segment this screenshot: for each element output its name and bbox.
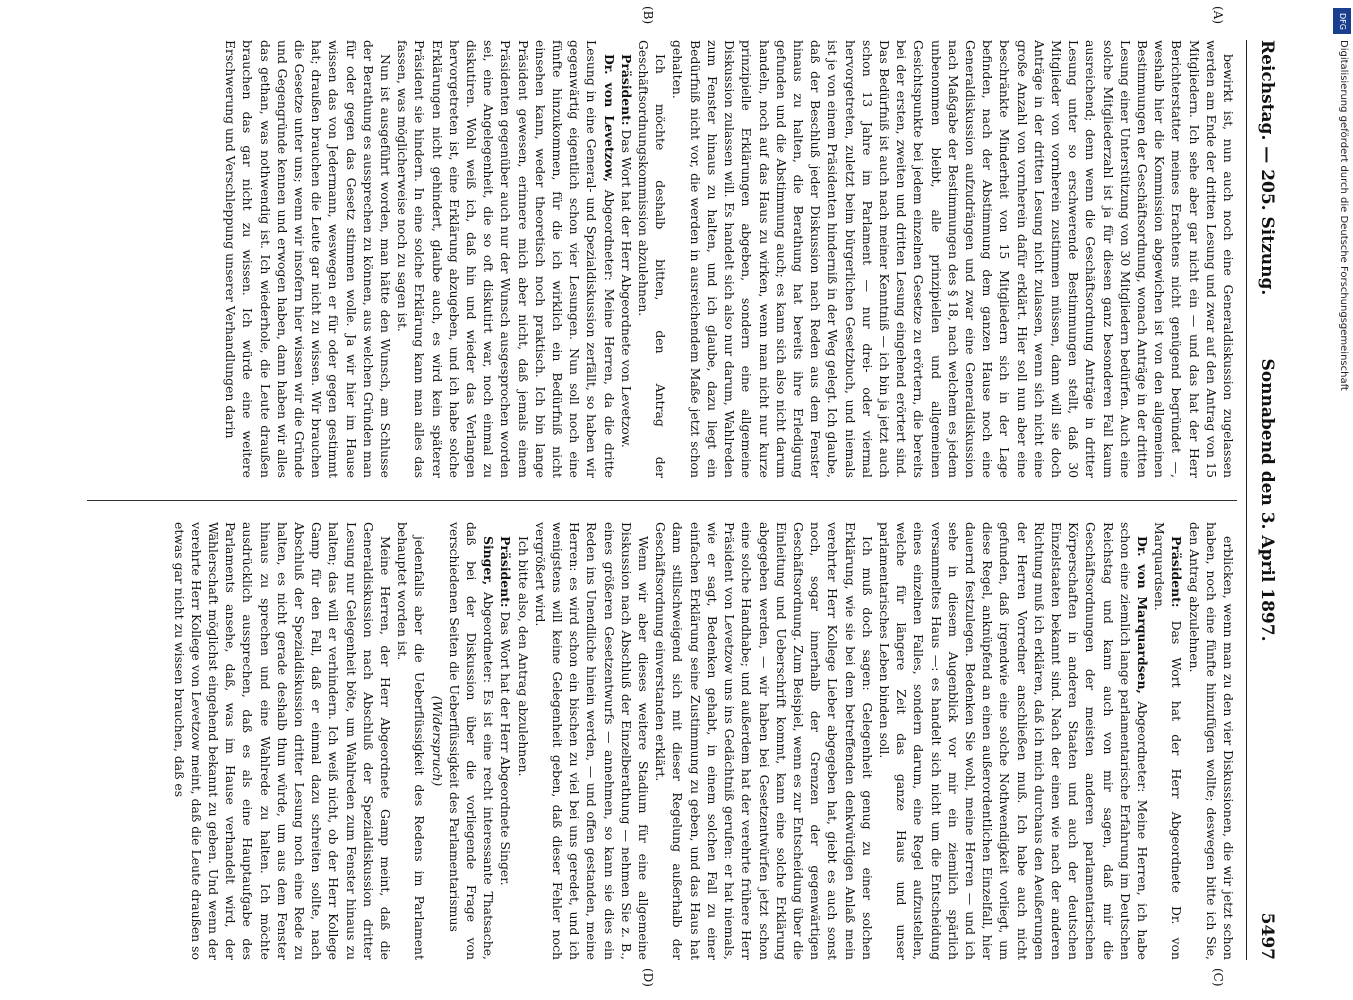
header-session: Reichstag. — 205. Sitzung.: [1257, 40, 1277, 296]
margin-marker-c: (C): [1211, 968, 1225, 987]
text-paragraph: Wenn wir aber dieses weitere Stadium für eine allgemeine Diskussion nach Abschluß der Einzelberathung — nehmen Sie z. B., eines größeren Gesetzentwurfs — annehmen, so kann sie dies ein Reden ins Unendliche hinein werden, — und offen gestanden, meine Herren: es wird schon ein bischen zu viel bei uns geredet, und ich wenigstens will keine Gelegenheit geben, daß dieser Fehler noch vergrößert wird.: [532, 522, 652, 960]
speaker-name: Dr. von Marquardsen,: [1134, 536, 1150, 694]
page-header: [1251, 40, 1277, 960]
speech-text: Das Wort hat der Herr Abgeordnete Dr. von Marquardsen.: [1152, 522, 1185, 960]
header-date: Sonnabend den 3. April 1897.: [1257, 358, 1277, 642]
speech-text: Abgeordneter: Es ist eine recht interessante Thatsache, daß bei der Diskussion über die vorliegende Frage von verschiedenen Seiten die Ueberflüssigkeit des Parlamentarismus: [446, 522, 497, 960]
speech-text: Das Wort hat der Herr Abgeordnete von Levetzow.: [618, 125, 634, 448]
left-text-column: [77, 40, 1237, 478]
text-paragraph: Meine Herren, der Herr Abgeordnete Gamp meint, daß die Generaldiskussion nach Abschluß der Spezialdiskussion dritter Lesung nur Gelegenheit böte, um Wahlreden zum Fenster hinaus zu halten; das will er verhindern. Ich weiß nicht, ob der Herr Kollege Gamp für den Fall, daß er einmal dazu schreiten sollte, nach Abschluß der Spezialdiskussion dritter Lesung noch eine Rede zu halten, es nicht gerade deshalb thun würde, um aus dem Fenster hinaus zu sprechen und eine Wahlrede zu halten. Ich möchte ausdrücklich aussprechen, daß es als eine Hauptaufgabe des Parlaments ansehe, daß, was im Hause verhandelt wird, der Wählerschaft möglichst eingehend bekannt zu geben. Und wenn der verehrte Herr Kollege von Levetzow meint, daß die Leute draußen so etwas gar nicht zu wissen brauchen, daß es: [171, 522, 394, 960]
speaker-name: Dr. von Levetzow,: [601, 54, 617, 182]
margin-marker-d: (D): [641, 968, 655, 987]
column-rule: [87, 500, 1237, 501]
interjection: (Widerspruch): [429, 695, 445, 787]
text-paragraph: erblicken, wenn man zu den vier Diskussionen, die wir jetzt schon haben, noch eine fünfte hinzufügen wollte; deswegen bitte ich Sie, den Antrag abzulehnen.: [1186, 522, 1236, 960]
speaker-paragraph: [497, 522, 514, 960]
speaker-name: Präsident:: [1169, 536, 1185, 608]
header-rule: [1246, 40, 1247, 960]
text-paragraph: bewirkt ist, nun auch noch eine Generaldiskussion zugelassen werden am Ende der dritten Lesung und zwar auf den Antrag von 15 Mitgliedern. Ich sehe aber gar nicht ein — und das hat der Herr Berichterstatter meines Erachtens nicht genügend begründet —, weshalb hier die Kommission abgewichen ist von den allgemeinen Bestimmungen der Geschäftsordnung, wonach Anträge in der dritten Lesung einer Unterstützung von 30 Mitgliedern bedürfen. Auch eine solche Mitgliederzahl ist ja für diesen ganz besonderen Fall kaum ausreichend; denn wenn die Geschäftsordnung Anträge in dritter Lesung unter so erschwerende Bestimmungen stellt, daß 30 Mitglieder von vornherein zustimmen müssen, dann will sie doch Anträge in der dritten Lesung nicht zulassen, wenn sich nicht eine große Anzahl von vornherein dafür erklärt. Hier soll nun aber eine beschränkte Minderheit von 15 Mitgliedern sich in der Lage befinden, nach der Abstimmung dem ganzen Hause noch eine Generaldiskussion aufzudrängen und zwar eine Generaldiskussion nach Maßgabe der Bestimmungen des § 18, nach welchem es jedem unbenommen bleibt, alle prinzipiellen und allgemeinen Gesichtspunkte bei jedem einzelnen Gesetze zu erörtern, die bereits bei der ersten, zweiten und dritten Lesung eingehend erörtert sind. Das Bedürfniß ist auch nach meiner Kenntniß — ich bin ja jetzt auch schon 13 Jahre im Parlament — nur drei- oder viermal hervorgetreten, zuletzt beim bürgerlichen Gesetzbuch, und niemals ist je von einem Präsidenten hinderniß in der Weg gelegt. Ich glaube, daß der Beschluß jeder Diskussion nach Reden aus dem Fenster hinaus zu halten, die Berathung hat bereits ihre Erledigung gefunden und die Abstimmung auch; es kann sich also nicht darum handeln, noch auf das Haus zu wirken, wenn man nicht nur kurze prinzipielle Erklärungen abgeben, sondern eine allgemeine Diskussion zulassen will. Es handelt sich also nur darum, Wahlreden zum Fenster hinaus zu halten, und ich glaube, dazu liegt ein Bedürfniß nicht vor, die werden in ausreichendem Maße jetzt schon gehalten.: [670, 40, 1236, 478]
text-paragraph: Ich möchte deshalb bitten, den Antrag der Geschäftsordnungskommission abzulehnen.: [636, 40, 669, 478]
speech-text: Abgeordneter: Meine Herren, ich habe schon eine ziemlich lange parlamentarische Erfahrung im Deutschen Reichstag und kann auch von mir sagen, daß mir die Geschäftsordnungen der meisten anderen parlamentarischen Körperschaften in anderen Staaten und auch der deutschen Einzelstaaten bekannt sind. Nach der einen wie nach der anderen Richtung muß ich erklären, daß ich mich durchaus den Aeußerungen der Herren Vorredner anschließen muß. Ich habe auch nicht gefunden, daß irgendwie eine solche Nothwendigkeit vorliegt, um diese Regel, anknüpfend an einen außerordentlichen Einzelfall, hier dauernd festzulegen. Bedenken Sie wohl, meine Herren — und ich sehe in diesem Augenblick vor mir ein ziemlich spärlich versammeltes Haus —: es handelt sich nicht um die Entscheidung eines einzelnen Falles, sondern darum, eine Regel aufzustellen, welche für längere Zeit das ganze Haus und unser parlamentarisches Leben binden soll.: [876, 522, 1150, 960]
text-paragraph: Nun ist ausgeführt worden, man hätte den Wunsch, am Schlusse der Berathung es aussprechen zu können, aus welchen Gründen man für oder gegen das Gesetz stimmen wolle. Ja wir hier im Hause wissen das von Jedermann, weswegen er für oder gegen gestimmt hat; draußen brauchen die Leute gar nicht zu wissen. Wir brauchen die Gesetze unter uns; wenn wir insofern hier wissen wir die Gründe und Gegengründe kennen und erwogen haben, dann haben wir alles das gethan, was nothwendig ist. Ich wiederhole, die Leute draußen brauchen das gar nicht zu wissen. Ich würde eine weitere Erschwerung und Verschleppung unserer Verhandlungen darin: [223, 40, 394, 478]
speaker-name: Präsident:: [498, 536, 514, 608]
header-page-number: 5497: [1257, 912, 1277, 960]
text-paragraph: Ich bitte also, den Antrag abzulehnen.: [515, 536, 531, 777]
speaker-paragraph: [1151, 522, 1185, 960]
text-paragraph: jedenfalls aber die Ueberflüssigkeit des Redens im Parlament behauptet worden ist.: [395, 522, 428, 960]
margin-marker-b: (B): [641, 6, 655, 25]
speaker-paragraph: [446, 522, 498, 960]
speaker-paragraph: [876, 522, 1151, 960]
rotated-scan-page: [55, 0, 1295, 1000]
speaker-paragraph: [394, 40, 618, 478]
margin-marker-a: (A): [1211, 6, 1225, 25]
speaker-paragraph: [618, 40, 635, 478]
dfg-logo: DFG: [1333, 8, 1351, 34]
dfg-funding-notice: Digitalisierung gefördert durch die Deutsche Forschungsgemeinschaft: [1338, 40, 1349, 391]
speech-text: Das Wort hat der Herr Abgeordnete Singer.: [498, 607, 514, 886]
speech-text: Abgeordneter: Meine Herren, da die dritte Lesung in eine General- und Spezialdiskussion zerfällt, so haben wir gegenwärtig eigentlich schon vier Lesungen. Nun soll noch eine fünfte hinzukommen, für die ich wirklich ein Bedürfniß nicht einsehen kann, weder theoretisch noch praktisch. Ich bin lange Präsident gewesen, erinnere mich aber nicht, daß jemals einem Präsidenten gegenüber auch nur der Wunsch ausgesprochen worden sei, eine Angelegenheit, die so oft diskutirt war, noch einmal zu diskutiren. Wohl weiß ich, daß hin und wieder das Verlangen hervorgetreten ist, eine Erklärung abzugeben, und ich habe solche Erklärungen nicht gehindert, glaube auch, es wird kein späterer Präsident sie hindern. In eine solche Erklärung kann man alles das fassen, was möglicherweise noch zu sagen ist.: [395, 40, 617, 478]
text-paragraph: Ich muß doch sagen: Gelegenheit genug zu einer solchen Erklärung, wie sie bei dem betreffenden denkwürdigen Anlaß mein verehrter Herr Kollege Lieber abgegeben hat, giebt es auch sonst noch, sogar innerhalb der Grenzen der gegenwärtigen Geschäftsordnung. Zum Beispiel, wenn es zur Entscheidung über die Einleitung und Ueberschrift kommt, kann eine solche Erklärung abgegeben werden, — wir haben bei Gesetzentwürfen jetzt schon eine solche Handhabe; und außerdem hat der verehrte frühere Herr Präsident von Levetzow uns ins Gedächtniß gerufen: er hat niemals, wie er sagt, Bedenken gehabt, in einem solchen Fall zu einer einfachen Erklärung seine Zustimmung zu geben, und das Haus hat dann stillschweigend sich mit dieser Regelung außerhalb der Geschäftsordnung einverstanden erklärt.: [653, 522, 875, 960]
speaker-name: Präsident:: [618, 54, 634, 126]
right-text-column: [77, 522, 1237, 960]
speaker-name: Singer,: [481, 536, 497, 586]
